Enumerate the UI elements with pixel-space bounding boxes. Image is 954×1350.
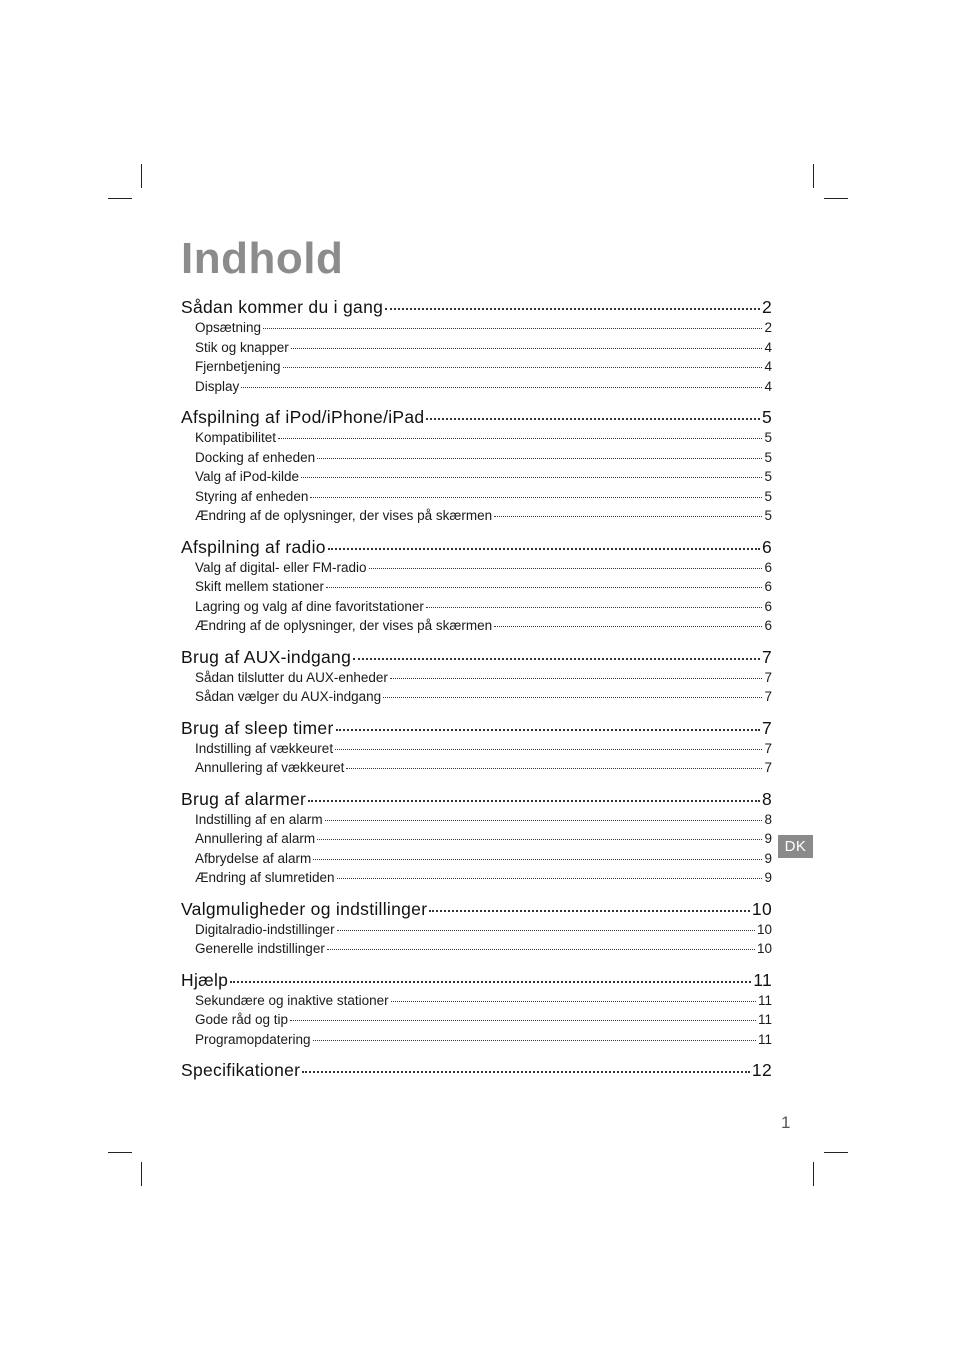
toc-entry-title: Annullering af alarm — [195, 831, 316, 846]
dot-leader — [494, 625, 762, 627]
toc-entry-title: Stik og knapper — [195, 339, 289, 355]
toc-section-title: Brug af sleep timer — [181, 717, 334, 738]
toc-section-page: 7 — [761, 646, 772, 667]
dot-leader — [337, 877, 763, 879]
toc-entry-title: Styring af enheden — [195, 488, 309, 504]
toc-section — [181, 1059, 772, 1081]
toc-section — [181, 788, 772, 888]
toc-entry-page: 7 — [764, 669, 772, 685]
toc-entry[interactable] — [181, 616, 772, 636]
toc-entry[interactable] — [181, 687, 772, 707]
dot-leader — [328, 547, 760, 550]
dot-leader — [335, 748, 762, 750]
toc-entry-page: 5 — [764, 449, 772, 465]
dot-leader — [291, 347, 763, 349]
toc-entry-page: 4 — [764, 378, 772, 394]
toc-entry-title: Afbrydelse af alarm — [195, 850, 312, 866]
toc-entry[interactable] — [181, 377, 772, 397]
toc-entry-page: 7 — [764, 689, 772, 704]
toc-section-heading[interactable] — [181, 969, 772, 991]
toc-entry[interactable] — [181, 487, 772, 507]
dot-leader — [327, 948, 755, 950]
toc-section-heading[interactable] — [181, 646, 772, 668]
dot-leader — [290, 1019, 756, 1021]
toc-entry-title: Sådan tilslutter du AUX-enheder — [195, 669, 388, 685]
dot-leader — [346, 767, 762, 769]
dot-leader — [369, 567, 763, 569]
toc-entry-title: Skift mellem stationer — [195, 579, 325, 594]
toc-entry-page: 7 — [764, 740, 772, 756]
language-tab: DK — [778, 835, 813, 858]
toc-entry-page: 5 — [764, 508, 772, 523]
toc-section — [181, 717, 772, 778]
toc-section-title: Valgmuligheder og indstillinger — [181, 898, 428, 919]
toc-entry[interactable] — [181, 428, 772, 448]
toc-entry-page: 9 — [764, 850, 772, 866]
toc-entry[interactable] — [181, 1010, 772, 1030]
crop-mark-bottom-right-h — [824, 1152, 848, 1153]
dot-leader — [426, 606, 763, 608]
toc-entry-page: 6 — [764, 618, 772, 633]
toc-section-title: Hjælp — [181, 969, 229, 990]
toc-entry-page: 7 — [764, 760, 772, 775]
crop-mark-bottom-left-v — [141, 1162, 142, 1186]
toc-entry-title: Indstilling af vækkeuret — [195, 740, 334, 756]
toc-section-heading[interactable] — [181, 898, 772, 920]
toc-entry[interactable] — [181, 1030, 772, 1050]
toc-entry-page: 2 — [764, 320, 772, 335]
toc-entry-title: Display — [195, 378, 240, 394]
dot-leader — [337, 929, 755, 931]
toc-entry-page: 5 — [764, 469, 772, 484]
toc-entry-page: 5 — [764, 488, 772, 504]
toc-section-heading[interactable] — [181, 788, 772, 810]
toc-entry[interactable] — [181, 829, 772, 849]
dot-leader — [317, 838, 762, 840]
toc-entry[interactable] — [181, 868, 772, 888]
crop-mark-bottom-left-h — [108, 1152, 132, 1153]
toc-entry-page: 5 — [764, 430, 772, 445]
toc-entry-title: Opsætning — [195, 320, 262, 335]
toc-section-page: 2 — [761, 297, 772, 317]
toc-entry[interactable] — [181, 506, 772, 526]
toc-entry[interactable] — [181, 558, 772, 578]
crop-mark-top-right-v — [813, 164, 814, 188]
toc-entry[interactable] — [181, 338, 772, 358]
crop-mark-bottom-right-v — [813, 1162, 814, 1186]
table-of-contents — [181, 296, 772, 1091]
toc-entry-title: Ændring af de oplysninger, der vises på skærmen — [195, 508, 493, 523]
toc-section-heading[interactable] — [181, 536, 772, 558]
toc-section-page: 12 — [751, 1060, 772, 1080]
toc-section-title: Brug af alarmer — [181, 788, 307, 809]
toc-entry-title: Generelle indstillinger — [195, 941, 325, 956]
dot-leader — [313, 858, 762, 860]
toc-entry-title: Kompatibilitet — [195, 430, 277, 445]
dot-leader — [278, 437, 762, 439]
dot-leader — [426, 417, 759, 420]
toc-section-heading[interactable] — [181, 1059, 772, 1081]
crop-mark-top-left-h — [108, 198, 132, 199]
toc-entry-page: 9 — [764, 870, 772, 885]
dot-leader — [263, 327, 762, 329]
toc-entry-page: 11 — [757, 992, 772, 1008]
toc-entry-title: Lagring og valg af dine favoritstationer — [195, 598, 424, 614]
toc-section — [181, 536, 772, 636]
toc-entry-page: 9 — [764, 831, 772, 846]
toc-section-page: 7 — [761, 717, 772, 738]
dot-leader — [308, 799, 760, 802]
toc-entry[interactable] — [181, 448, 772, 468]
crop-mark-top-right-h — [824, 198, 848, 199]
toc-section-heading[interactable] — [181, 717, 772, 739]
toc-entry-page: 6 — [764, 579, 772, 594]
toc-section — [181, 898, 772, 959]
toc-section-title: Afspilning af radio — [181, 536, 326, 557]
toc-section-title: Brug af AUX-indgang — [181, 646, 352, 667]
toc-entry[interactable] — [181, 357, 772, 377]
toc-entry[interactable] — [181, 758, 772, 778]
toc-entry-title: Ændring af slumretiden — [195, 870, 335, 885]
dot-leader — [391, 1000, 756, 1002]
toc-section — [181, 406, 772, 526]
toc-entry-page: 6 — [764, 598, 772, 614]
toc-entry-title: Valg af digital- eller FM-radio — [195, 559, 367, 575]
dot-leader — [429, 909, 750, 912]
toc-entry[interactable] — [181, 920, 772, 940]
toc-section-page: 10 — [751, 898, 772, 919]
toc-entry-title: Indstilling af en alarm — [195, 811, 323, 827]
dot-leader — [326, 586, 762, 588]
toc-entry-title: Sådan vælger du AUX-indgang — [195, 689, 382, 704]
toc-section-heading[interactable] — [181, 296, 772, 318]
toc-section-title: Sådan kommer du i gang — [181, 297, 384, 317]
dot-leader — [317, 457, 762, 459]
toc-entry-page: 10 — [756, 921, 772, 937]
toc-section-page: 11 — [753, 969, 772, 990]
dot-leader — [283, 366, 763, 368]
toc-entry-title: Ændring af de oplysninger, der vises på skærmen — [195, 618, 493, 633]
toc-entry-title: Valg af iPod-kilde — [195, 469, 300, 484]
toc-entry[interactable] — [181, 597, 772, 617]
toc-entry-title: Programopdatering — [195, 1031, 311, 1047]
toc-entry[interactable] — [181, 810, 772, 830]
toc-section — [181, 646, 772, 707]
toc-section — [181, 296, 772, 396]
page-number: 1 — [781, 1113, 791, 1132]
toc-entry[interactable] — [181, 849, 772, 869]
toc-entry-title: Sekundære og inaktive stationer — [195, 992, 389, 1008]
toc-entry[interactable] — [181, 991, 772, 1011]
dot-leader — [383, 696, 762, 698]
toc-entry-page: 10 — [756, 941, 772, 956]
toc-entry[interactable] — [181, 467, 772, 487]
dot-leader — [494, 515, 762, 517]
toc-entry[interactable] — [181, 318, 772, 338]
toc-entry-page: 6 — [764, 559, 772, 575]
toc-entry-title: Gode råd og tip — [195, 1012, 289, 1027]
toc-entry[interactable] — [181, 577, 772, 597]
toc-entry-page: 11 — [757, 1031, 772, 1047]
toc-entry-title: Docking af enheden — [195, 449, 316, 465]
toc-section-page: 6 — [761, 536, 772, 557]
crop-mark-top-left-v — [141, 164, 142, 188]
toc-entry[interactable] — [181, 668, 772, 688]
toc-entry[interactable] — [181, 739, 772, 759]
page-title: Indhold — [181, 234, 344, 283]
toc-section-heading[interactable] — [181, 406, 772, 428]
dot-leader — [385, 307, 760, 310]
toc-section-title: Specifikationer — [181, 1060, 301, 1080]
toc-entry-title: Digitalradio-indstillinger — [195, 921, 335, 937]
dot-leader — [390, 677, 763, 679]
toc-entry-page: 8 — [764, 811, 772, 827]
toc-section-page: 8 — [761, 788, 772, 809]
toc-section-page: 5 — [761, 407, 772, 427]
toc-entry-page: 4 — [764, 339, 772, 355]
dot-leader — [241, 386, 762, 388]
toc-section — [181, 969, 772, 1050]
dot-leader — [353, 657, 760, 660]
dot-leader — [310, 496, 762, 498]
toc-entry-page: 4 — [764, 359, 772, 374]
toc-section-title: Afspilning af iPod/iPhone/iPad — [181, 407, 425, 427]
toc-entry-title: Annullering af vækkeuret — [195, 760, 345, 775]
dot-leader — [230, 980, 751, 983]
toc-entry-title: Fjernbetjening — [195, 359, 281, 374]
dot-leader — [302, 1070, 750, 1073]
toc-entry-page: 11 — [757, 1012, 772, 1027]
dot-leader — [336, 728, 760, 731]
dot-leader — [325, 819, 763, 821]
dot-leader — [301, 476, 762, 478]
dot-leader — [313, 1039, 756, 1041]
toc-entry[interactable] — [181, 939, 772, 959]
